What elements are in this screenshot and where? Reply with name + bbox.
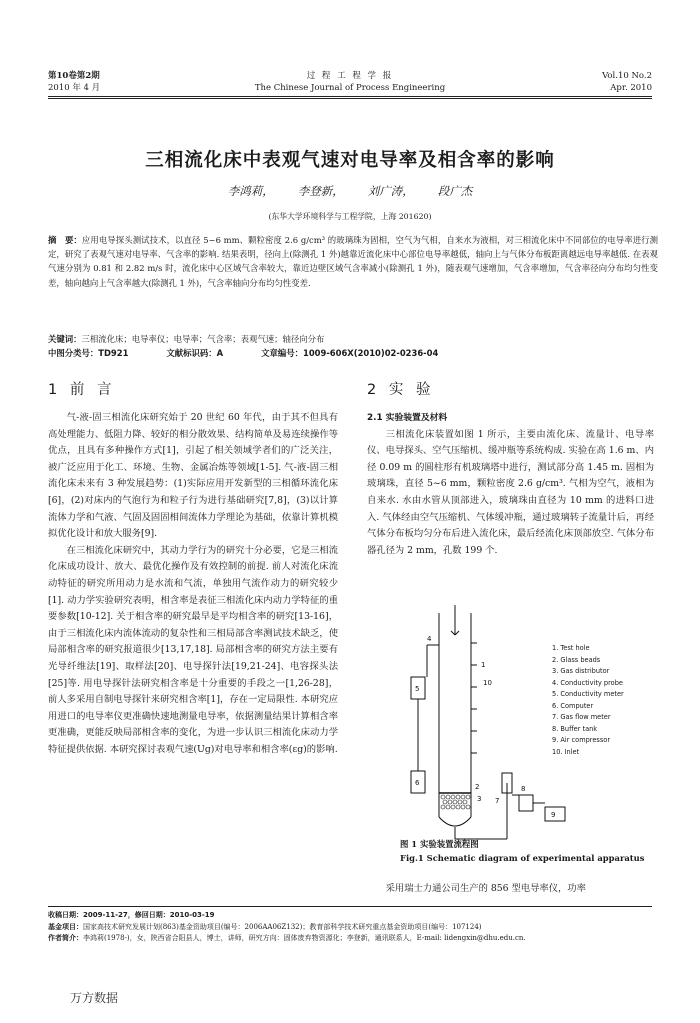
section-1-body [48,410,338,758]
paragraph: 气-液-固三相流化床研究始于 20 世纪 60 年代，由于其不但具有高处理能力、低阻力降、较好的相分散效果、结构简单及易连续操作等优点，且具有多种操作方式[1]，引起了相关领域学者们的广泛关注，被广泛应用于化工、环境、生物、金属冶炼等领域[1-5]. 气-液-固三相流化床未来有 3 种发展趋势：(1)实际应用开发新型的三相循环流化床[6]，(2)对床内的气泡行为和粒子行为进行基础研究[7,8]，(3)以计算流体力学和气液、气固及固固相间流体力学理论为基础，依靠计算机模拟优化设计和放大服务[9]. [48,412,338,540]
legend-item: 2. Glass beads [552,655,601,664]
label-3: 3 [477,795,482,803]
author-bio-label: 作者简介： [48,934,83,942]
document-code: 文献标识码：A [166,348,224,358]
header-journal-en: The Chinese Journal of Process Engineering [254,83,446,93]
section-2-body [367,410,654,559]
figure-caption-en: Fig.1 Schematic diagram of experimental apparatus [400,853,645,863]
label-2: 2 [475,783,480,791]
keywords [48,333,658,346]
label-10: 10 [483,679,492,687]
label-5: 5 [415,685,420,693]
abstract-label: 摘 要： [48,235,82,245]
label-9: 9 [551,811,556,819]
section-1-heading: 1 前 言 [48,382,116,398]
author-bio-text: 李鸿莉(1978-)，女，陕西省合阳县人，博士，讲师，研究方向：固体废弃物资源化；李登新，通讯联系人，E-mail: lidengxin@dhu.edu.cn. [83,934,526,942]
label-4: 4 [427,635,432,643]
keywords-label: 关键词： [48,334,82,344]
buffer-tank [519,795,533,811]
header-date-en: Apr. 2010 [610,83,652,93]
glass-beads [441,795,470,809]
section-2-continued: 采用瑞士力通公司生产的 856 型电导率仪，功率 [385,883,586,894]
header-rule [48,96,652,97]
author-name: 段广杰 [437,184,473,198]
label-1: 1 [481,661,486,669]
header-journal-cn: 过 程 工 程 学 报 [306,71,394,81]
section-2-heading: 2 实 验 [367,382,435,398]
fund-text: 国家高技术研究发展计划(863)基金资助项目(编号：2006AA06Z132)；教育部科学技术研究重点基金资助项目(编号：107124) [83,922,482,931]
legend-item: 1. Test hole [552,644,590,652]
fund-line [48,922,658,934]
watermark: 万方数据 [70,991,119,1005]
author-name: 李鸿莉， [227,184,274,198]
legend-item: 10. Inlet [552,747,580,756]
classification-line [48,347,658,360]
figure-caption-cn: 图 1 实验装置流程图 [400,839,479,849]
article-number: 文章编号：1009-606X(2010)02-0236-04 [261,348,439,358]
header-rule-2 [48,98,652,99]
fund-label: 基金项目： [48,922,83,931]
paragraph: 在三相流化床研究中，其动力学行为的研究十分必要，它是三相流化床成功设计、放大、最优化操作及有效控制的前提. 前人对流化床流动特征的研究所用动力是水流和气流，单独用气流作动力的研究较少[1]. 动力学实验研究表明，相含率是表征三相流化床内动力学特征的重要参数[10-12]. 关于相含率的研究最早是平均相含率的研究[13-16]，由于三相流化床内流体流动的复杂性和三相局部含率测试技术缺乏，使局部相含率的研究报道很少[13,17,18]. 局部相含率的研究方法主要有光导纤维法[19]、取样法[20]、电导探针法[19,21-24]、电容探头法[25]等. 用电导探针法研究相含率是十分重要的手段之一[1,26-28]，前人多采用自制电导探针来研究相含率[1]，存在一定局限性. 本研究应用进口的电导率仪更准确快速地测量电导率，依据测量结果计算相含率更准确，更能反映局部相含率的变化，为进一步认识三相流化床动力学特征提供依据. 本研究探讨表观气速(Ug)对电导率和相含率(εg)的影响. [48,544,338,755]
figure-1 [367,605,657,845]
author-bio [48,933,658,945]
clc-number: 中图分类号：TD921 [48,348,129,358]
legend-item: 5. Conductivity meter [552,690,624,698]
affiliation: (东华大学环境科学与工程学院，上海 201620) [268,212,432,221]
author-list [0,183,700,199]
subsection-2-1-heading: 2.1 实验装置及材料 [367,413,448,423]
keywords-text: 三相流化床；电导率仪；电导率；气含率；表观气速；轴径向分布 [81,334,325,344]
author-name: 李登新， [297,184,344,198]
header-date-cn: 2010 年 4 月 [48,83,101,93]
label-6: 6 [415,779,420,787]
legend-item: 6. Computer [552,701,594,710]
legend-item: 8. Buffer tank [552,724,598,733]
footnote [48,910,658,945]
header-volume-en: Vol.10 No.2 [602,71,652,81]
legend-item: 4. Conductivity probe [552,678,623,687]
label-7: 7 [495,797,500,805]
abstract-text: 应用电导探头测试技术，以直径 5~6 mm、颗粒密度 2.6 g/cm³ 的玻璃珠为固相，空气为气相，自来水为液相，对三相流化床中不同部位的电导率进行测定，研究了表观气速对电导率、气含率的影响. 结果表明，径向上(除测孔 1 外)越靠近流化床中心部位电导率越低，轴向上与气体分布板距离越远电导率越低. 在表观气速分别为 0.81 和 2.82 m/s 时，流化床中心区域气含率较大，靠近边壁区域气含率减小(除测孔 1 外)，随表观气速增加，气含率增加，气含率径向分布均匀性变差，轴向越向上气含率越大(除测孔 1 外)，气含率轴向分布均匀性变差. [48,235,659,288]
label-8: 8 [521,785,526,793]
column-bottom [439,817,471,826]
header-issue-cn: 第10卷第2期 [48,71,100,81]
legend-item: 9. Air compressor [552,736,611,744]
legend-item: 7. Gas flow meter [552,713,611,721]
received-date: 收稿日期：2009-11-27，修回日期：2010-03-19 [48,911,215,919]
author-name: 刘广涛， [367,184,414,198]
figure-legend [552,643,624,758]
footnote-rule [48,906,652,907]
legend-item: 3. Gas distributor [552,667,610,675]
abstract [48,233,658,290]
article-title: 三相流化床中表观气速对电导率及相含率的影响 [145,150,555,171]
paragraph: 三相流化床装置如图 1 所示，主要由流化床、流量计、电导率仪、电导探头、空气压缩机、缓冲瓶等系统构成. 实验在高 1.6 m、内径 0.09 m 的圆柱形有机玻璃塔中进行，测试部分高 1.45 m. 固相为玻璃珠，直径 5~6 mm，颗粒密度 2.6 g/cm³. 气相为空气，液相为自来水. 水由水管从顶部进入，玻璃珠由直径为 10 mm 的进料口进入. 气体经由空气压缩机、气体缓冲瓶，通过玻璃转子流量计后，再经气体分布板均匀分布后进入流化床，最后经流化床顶部放空. 气体分布器孔径为 2 mm，孔数 199 个. [367,428,654,556]
